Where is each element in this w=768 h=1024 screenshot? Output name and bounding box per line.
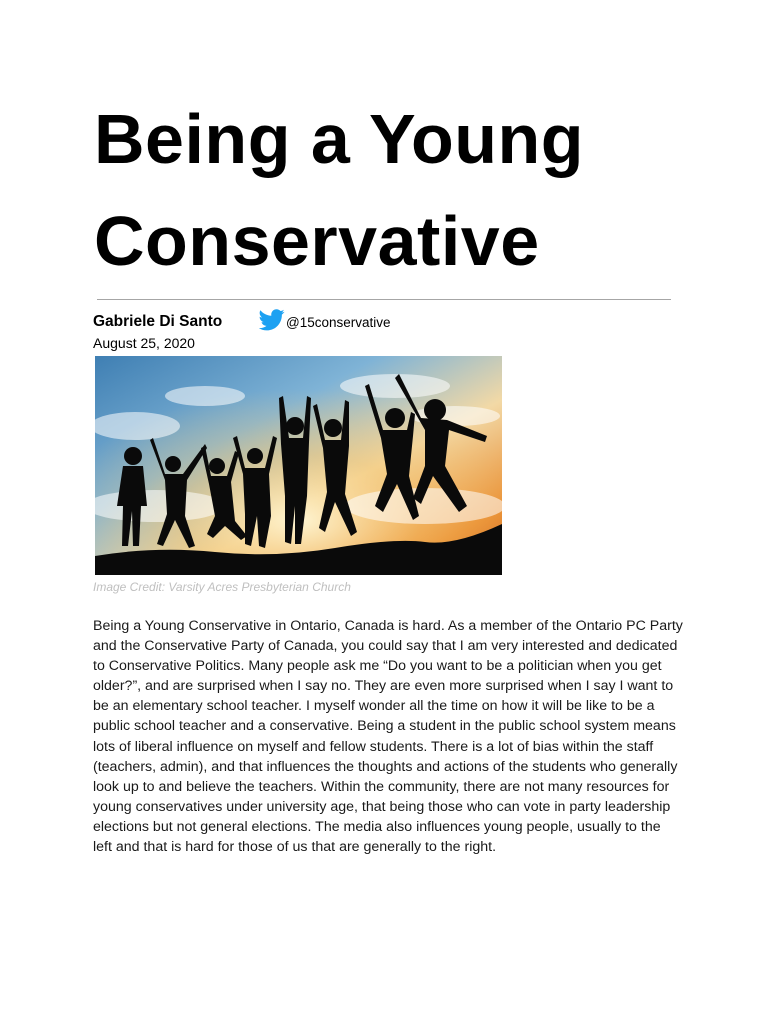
title-line-1: Being a Young <box>94 100 585 178</box>
twitter-handle[interactable]: @15conservative <box>286 315 391 330</box>
article-title <box>94 88 714 292</box>
jumping-silhouettes-photo <box>95 356 502 575</box>
title-divider <box>97 299 671 300</box>
article-body: Being a Young Conservative in Ontario, Canada is hard. As a member of the Ontario PC Party and the Conservative Party of Canada, you could say that I am very interested and dedicated to Conservative Politics. Many people ask me “Do you want to be a politician when you get older?”, and are surprised when I say no. They are even more surprised when I say I want to be an elementary school teacher. I myself wonder all the time on how it will be like to be a public school teacher and a conservative. Being a student in the public school system means lots of liberal influence on myself and fellow students. There is a lot of bias within the staff (teachers, admin), and that influences the thoughts and actions of the students who generally look up to and believe the teachers. Within the community, there are not many resources for young conservatives under university age, that being those who can vote in party leadership elections but not general elections. The media also influences young people, usually to the left and that is hard for those of us that are generally to the right. <box>93 618 683 856</box>
image-credit: Image Credit: Varsity Acres Presbyterian Church <box>93 580 351 594</box>
author-name: Gabriele Di Santo <box>93 313 223 330</box>
title-line-2: Conservative <box>94 202 540 280</box>
twitter-bird-icon[interactable] <box>259 309 285 331</box>
publish-date: August 25, 2020 <box>93 335 195 351</box>
